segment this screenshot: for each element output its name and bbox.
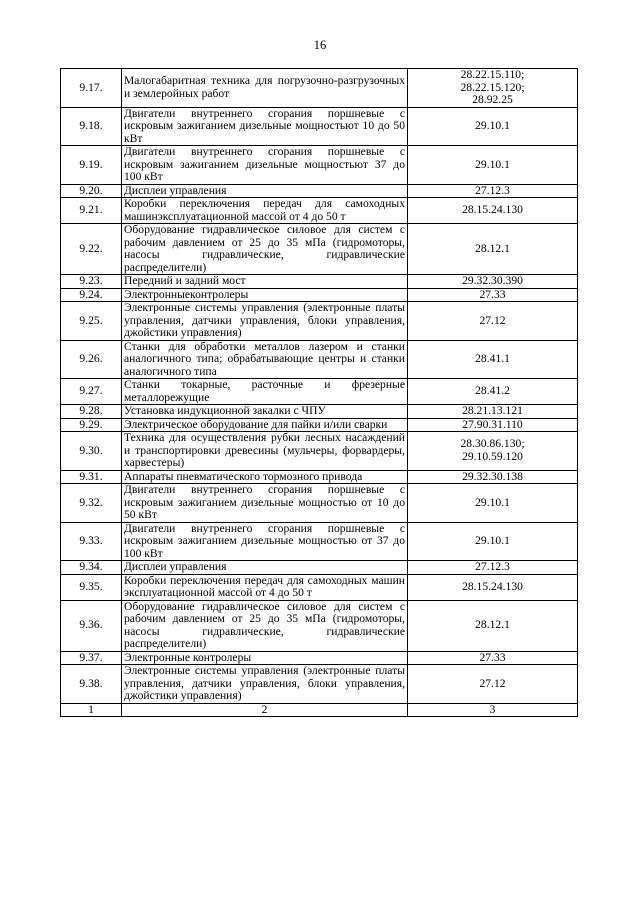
table-row <box>61 561 578 575</box>
okpd-code: 27.12 <box>479 676 506 690</box>
product-name: Коробки переключения передач для самоходных машинэксплуатационной массой от 4 до 50 т <box>122 198 408 224</box>
okpd-code: 28.41.1 <box>475 352 510 365</box>
table-row <box>61 340 578 379</box>
okpd-code-cell <box>408 405 578 419</box>
product-name: Оборудование гидравлическое силовое для систем с рабочим давлением от 25 до 35 мПа (гидромоторы, насосы гидравлические, гидравлические распределители) <box>122 224 408 275</box>
row-number: 9.20. <box>61 184 122 198</box>
row-number: 9.36. <box>61 600 122 651</box>
okpd-code: 28.22.15.120; <box>460 80 525 94</box>
column-number-3: 3 <box>408 703 578 717</box>
okpd-code: 27.12 <box>479 313 506 327</box>
okpd-code-cell <box>408 184 578 198</box>
okpd-code-cell <box>408 561 578 575</box>
table-row <box>61 146 578 185</box>
row-number: 9.34. <box>61 561 122 575</box>
product-name: Электронныеконтролеры <box>122 288 408 302</box>
product-name: Коробки переключения передач для самоходных машин эксплуатационной массой от 4 до 50 т <box>122 574 408 600</box>
table-row <box>61 432 578 471</box>
column-number-1: 1 <box>61 703 122 717</box>
row-number: 9.18. <box>61 107 122 146</box>
product-name: Оборудование гидравлическое силовое для систем с рабочим давлением от 25 до 35 мПа (гидромоторы, насосы гидравлические, гидравлические распределители) <box>122 600 408 651</box>
okpd-code-cell <box>408 574 578 600</box>
row-number: 9.33. <box>61 522 122 561</box>
okpd-code: 29.10.1 <box>475 157 510 171</box>
okpd-code: 29.10.1 <box>475 119 510 132</box>
okpd-code: 28.41.2 <box>475 384 510 398</box>
product-name: Двигатели внутреннего сгорания поршневые с искровым зажиганием дизельные мощностьют 10 до 50 кВт <box>122 107 408 146</box>
table-row <box>61 418 578 432</box>
okpd-code: 27.33 <box>479 287 506 301</box>
table-row <box>61 522 578 561</box>
table-row <box>61 405 578 419</box>
okpd-code: 29.32.30.390 <box>462 274 523 287</box>
okpd-code: 29.10.1 <box>475 495 510 509</box>
row-number: 9.35. <box>61 574 122 600</box>
okpd-code: 29.10.59.120 <box>462 449 523 463</box>
table-row <box>61 665 578 704</box>
table-body <box>61 69 578 704</box>
table-row <box>61 574 578 600</box>
okpd-code-cell <box>408 651 578 665</box>
okpd-code: 28.15.24.130 <box>462 203 523 217</box>
row-number: 9.21. <box>61 198 122 224</box>
product-name: Малогабаритная техника для погрузочно-разгрузочных и землеройных работ <box>122 69 408 108</box>
okpd-code-cell <box>408 600 578 651</box>
row-number: 9.17. <box>61 69 122 108</box>
row-number: 9.29. <box>61 418 122 432</box>
okpd-code: 27.33 <box>479 650 506 664</box>
product-name: Установка индукционной закалки с ЧПУ <box>122 405 408 419</box>
product-name: Станки токарные, расточные и фрезерные металлорежущие <box>122 379 408 405</box>
table-row <box>61 224 578 275</box>
table-row <box>61 470 578 484</box>
column-number-row <box>61 703 578 717</box>
okpd-code: 28.22.15.110; <box>460 68 525 81</box>
row-number: 9.30. <box>61 432 122 471</box>
okpd-code: 27.12.3 <box>475 560 510 573</box>
table-row <box>61 288 578 302</box>
row-number: 9.32. <box>61 484 122 523</box>
row-number: 9.37. <box>61 651 122 665</box>
okpd-code: 28.15.24.130 <box>462 579 523 593</box>
okpd-code-cell <box>408 665 578 704</box>
row-number: 9.22. <box>61 224 122 275</box>
okpd-code-cell <box>408 302 578 341</box>
column-number-2: 2 <box>122 703 408 717</box>
product-name: Аппараты пневматического тормозного привода <box>122 470 408 484</box>
okpd-code: 29.10.1 <box>475 534 510 547</box>
okpd-code: 28.92.25 <box>472 93 513 106</box>
okpd-code: 28.12.1 <box>475 241 510 255</box>
okpd-code-cell <box>408 69 578 108</box>
okpd-code-cell <box>408 418 578 432</box>
okpd-code: 27.90.31.110 <box>462 417 523 431</box>
table-row <box>61 107 578 146</box>
page-number: 16 <box>313 38 327 52</box>
table-row <box>61 184 578 198</box>
table-row <box>61 69 578 108</box>
product-name: Электронные системы управления (электронные платы управления, датчики управления, блоки управления, джойстики управления) <box>122 302 408 341</box>
product-name: Дисплеи управления <box>122 184 408 198</box>
product-name: Техника для осуществления рубки лесных насаждений и транспортировки древесины (мульчеры, форвардеры, харвестеры) <box>122 432 408 471</box>
row-number: 9.23. <box>61 275 122 289</box>
row-number: 9.31. <box>61 470 122 484</box>
okpd-code-cell <box>408 522 578 561</box>
okpd-code-cell <box>408 432 578 471</box>
okpd-code-cell <box>408 470 578 484</box>
product-name: Электрическое оборудование для пайки и/или сварки <box>122 418 408 432</box>
table-row <box>61 600 578 651</box>
row-number: 9.38. <box>61 665 122 704</box>
product-name: Передний и задний мост <box>122 275 408 289</box>
product-name: Двигатели внутреннего сгорания поршневые с искровым зажиганием дизельные мощностью от 37 до 100 кВт <box>122 522 408 561</box>
product-name: Дисплеи управления <box>122 561 408 575</box>
okpd-code-cell <box>408 288 578 302</box>
product-name: Электронные системы управления (электронные платы управления, датчики управления, блоки управления, джойстики управления) <box>122 665 408 704</box>
row-number: 9.24. <box>61 288 122 302</box>
okpd-code-cell <box>408 107 578 146</box>
okpd-code: 28.30.86.130; <box>460 437 525 451</box>
okpd-code: 28.12.1 <box>475 618 510 632</box>
table-row <box>61 302 578 341</box>
row-number: 9.25. <box>61 302 122 341</box>
okpd-code-cell <box>408 224 578 275</box>
row-number: 9.27. <box>61 379 122 405</box>
row-number: 9.26. <box>61 340 122 379</box>
okpd-code-cell <box>408 146 578 185</box>
table-row <box>61 484 578 523</box>
product-name: Станки для обработки металлов лазером и станки аналогичного типа; обрабатывающие центры и станки аналогичного типа <box>122 340 408 379</box>
product-name: Двигатели внутреннего сгорания поршневые с искровым зажиганием дизельные мощностью от 10 до 50 кВт <box>122 484 408 523</box>
okpd-code-cell <box>408 379 578 405</box>
okpd-code-cell <box>408 198 578 224</box>
okpd-code: 27.12.3 <box>475 183 510 197</box>
table-row <box>61 275 578 289</box>
okpd-code-cell <box>408 275 578 289</box>
okpd-code: 29.32.30.138 <box>462 469 523 483</box>
table-row <box>61 651 578 665</box>
okpd-code: 28.21.13.121 <box>462 404 523 417</box>
row-number: 9.28. <box>61 405 122 419</box>
row-number: 9.19. <box>61 146 122 185</box>
classification-table <box>60 68 578 717</box>
table-row <box>61 198 578 224</box>
table-row <box>61 379 578 405</box>
product-name: Электронные контролеры <box>122 651 408 665</box>
product-name: Двигатели внутреннего сгорания поршневые с искровым зажиганием дизельные мощностьют 37 до 100 кВт <box>122 146 408 185</box>
okpd-code-cell <box>408 340 578 379</box>
okpd-code-cell <box>408 484 578 523</box>
